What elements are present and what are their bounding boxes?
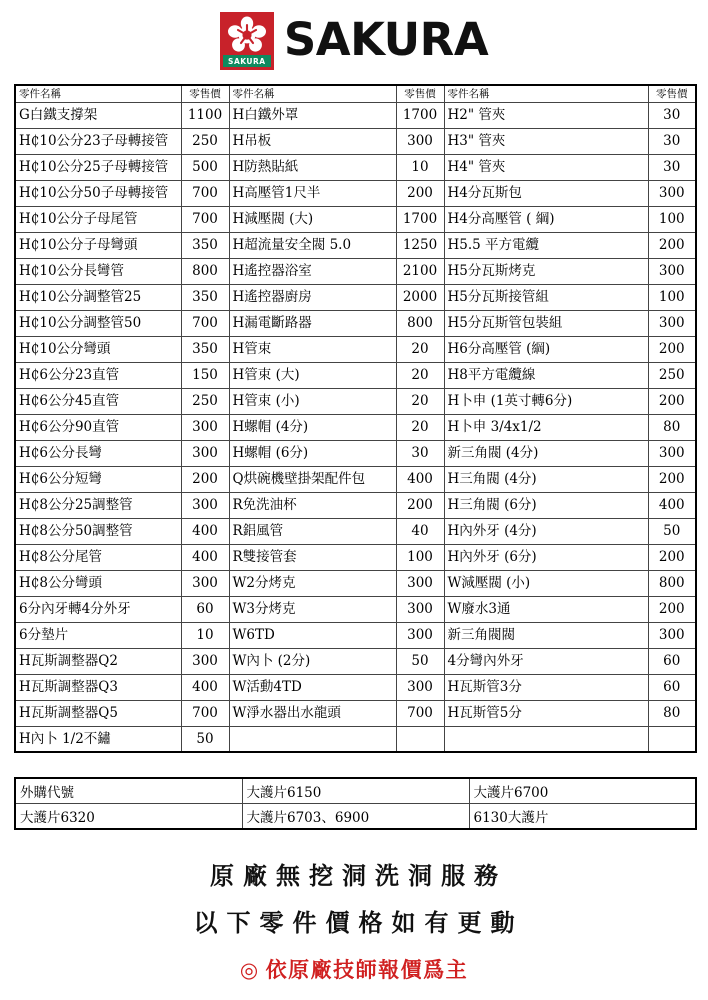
part-price-cell: 300 <box>396 622 444 648</box>
parts-table-wrapper <box>14 84 696 753</box>
part-price-cell: 80 <box>648 414 696 440</box>
part-price-cell: 200 <box>648 596 696 622</box>
part-name-cell: H₵6公分23直管 <box>15 362 181 388</box>
part-price-cell: 10 <box>181 622 229 648</box>
table-row <box>15 414 696 440</box>
part-name-cell: H瓦斯調整器Q3 <box>15 674 181 700</box>
part-name-cell: W淨水器出水龍頭 <box>229 700 396 726</box>
part-price-cell: 2000 <box>396 284 444 310</box>
extra-table-cell: 外購代號 <box>15 778 242 804</box>
part-name-cell: 4分彎內外牙 <box>444 648 648 674</box>
part-price-cell: 50 <box>181 726 229 752</box>
part-price-cell: 300 <box>396 128 444 154</box>
part-name-cell: H管束 (小) <box>229 388 396 414</box>
part-price-cell: 20 <box>396 414 444 440</box>
table-row <box>15 726 696 752</box>
table-row <box>15 284 696 310</box>
part-name-cell: R鋁風管 <box>229 518 396 544</box>
part-name-cell <box>444 726 648 752</box>
part-name-cell: H5分瓦斯接管組 <box>444 284 648 310</box>
part-price-cell: 150 <box>181 362 229 388</box>
part-price-cell: 300 <box>648 440 696 466</box>
part-name-cell: H白鐵外罩 <box>229 102 396 128</box>
extra-table-cell: 大護片6700 <box>469 778 696 804</box>
part-name-cell: H5分瓦斯烤克 <box>444 258 648 284</box>
header-cell-price-2: 零售價 <box>396 85 444 102</box>
part-name-cell: H2" 管夾 <box>444 102 648 128</box>
part-name-cell: H₵8公分25調整管 <box>15 492 181 518</box>
brand-wordmark: SAKURA <box>283 12 489 66</box>
table-row <box>15 492 696 518</box>
part-price-cell: 1700 <box>396 102 444 128</box>
part-price-cell: 100 <box>396 544 444 570</box>
part-price-cell: 400 <box>648 492 696 518</box>
part-price-cell: 400 <box>181 544 229 570</box>
part-name-cell: H三角閥 (4分) <box>444 466 648 492</box>
part-price-cell: 350 <box>181 232 229 258</box>
part-name-cell: H減壓閥 (大) <box>229 206 396 232</box>
part-price-cell: 2100 <box>396 258 444 284</box>
part-price-cell: 800 <box>396 310 444 336</box>
table-row <box>15 518 696 544</box>
part-name-cell: W廢水3通 <box>444 596 648 622</box>
extra-table-row <box>15 804 696 830</box>
part-name-cell: H瓦斯管5分 <box>444 700 648 726</box>
part-name-cell: H₵10公分子母尾管 <box>15 206 181 232</box>
part-price-cell: 200 <box>396 180 444 206</box>
part-price-cell: 100 <box>648 206 696 232</box>
part-price-cell: 20 <box>396 362 444 388</box>
part-price-cell: 250 <box>181 128 229 154</box>
part-name-cell: H漏電斷路器 <box>229 310 396 336</box>
part-name-cell: H遙控器浴室 <box>229 258 396 284</box>
part-name-cell: H₵6公分短彎 <box>15 466 181 492</box>
part-name-cell: H瓦斯調整器Q5 <box>15 700 181 726</box>
header-cell-price-1: 零售價 <box>181 85 229 102</box>
part-name-cell: H遙控器廚房 <box>229 284 396 310</box>
part-name-cell: G白鐵支撐架 <box>15 102 181 128</box>
part-name-cell: H瓦斯調整器Q2 <box>15 648 181 674</box>
brand-header <box>0 0 708 78</box>
header-cell-name-1: 零件名稱 <box>15 85 181 102</box>
part-name-cell: H₵10公分50子母轉接管 <box>15 180 181 206</box>
part-price-cell: 60 <box>648 674 696 700</box>
table-row <box>15 466 696 492</box>
part-name-cell: W減壓閥 (小) <box>444 570 648 596</box>
part-price-cell: 700 <box>181 206 229 232</box>
table-row <box>15 154 696 180</box>
part-name-cell: H卜申 (1英寸轉6分) <box>444 388 648 414</box>
table-row <box>15 102 696 128</box>
part-price-cell: 80 <box>648 700 696 726</box>
part-price-cell <box>396 726 444 752</box>
external-purchase-table <box>14 777 697 830</box>
part-name-cell: H超流量安全閥 5.0 <box>229 232 396 258</box>
part-name-cell: H₵8公分彎頭 <box>15 570 181 596</box>
part-name-cell <box>229 726 396 752</box>
table-row <box>15 622 696 648</box>
part-name-cell: W6TD <box>229 622 396 648</box>
footer-notices <box>0 856 708 984</box>
part-price-cell: 30 <box>396 440 444 466</box>
notice-line-3 <box>0 954 708 984</box>
part-price-cell <box>648 726 696 752</box>
part-name-cell: H₵6公分90直管 <box>15 414 181 440</box>
part-name-cell: H₵6公分長彎 <box>15 440 181 466</box>
part-name-cell: R雙接管套 <box>229 544 396 570</box>
header-cell-name-3: 零件名稱 <box>444 85 648 102</box>
part-price-cell: 300 <box>181 440 229 466</box>
part-price-cell: 30 <box>648 154 696 180</box>
part-name-cell: H內卜 1/2不鏽 <box>15 726 181 752</box>
part-price-cell: 200 <box>648 336 696 362</box>
part-name-cell: H管束 <box>229 336 396 362</box>
part-name-cell: H瓦斯管3分 <box>444 674 648 700</box>
part-name-cell: H內外牙 (4分) <box>444 518 648 544</box>
part-price-cell: 300 <box>181 648 229 674</box>
part-price-cell: 10 <box>396 154 444 180</box>
part-price-cell: 350 <box>181 336 229 362</box>
part-price-cell: 300 <box>396 674 444 700</box>
table-row <box>15 388 696 414</box>
part-price-cell: 20 <box>396 336 444 362</box>
extra-table-cell: 大護片6150 <box>242 778 469 804</box>
table-row <box>15 180 696 206</box>
part-price-cell: 300 <box>648 180 696 206</box>
part-price-cell: 200 <box>648 544 696 570</box>
part-name-cell: H6分高壓管 (綱) <box>444 336 648 362</box>
part-name-cell: 6分內牙轉4分外牙 <box>15 596 181 622</box>
table-row <box>15 544 696 570</box>
part-name-cell: W3分烤克 <box>229 596 396 622</box>
part-name-cell: H螺帽 (6分) <box>229 440 396 466</box>
table-row <box>15 700 696 726</box>
table-row <box>15 206 696 232</box>
part-price-cell: 1700 <box>396 206 444 232</box>
extra-table-row <box>15 778 696 804</box>
part-name-cell: H₵10公分23子母轉接管 <box>15 128 181 154</box>
part-name-cell: W活動4TD <box>229 674 396 700</box>
part-name-cell: H吊板 <box>229 128 396 154</box>
part-name-cell: H5.5 平方電纜 <box>444 232 648 258</box>
sakura-flower-icon <box>227 16 267 54</box>
part-name-cell: H₵10公分調整管50 <box>15 310 181 336</box>
part-name-cell: W內卜 (2分) <box>229 648 396 674</box>
part-price-cell: 50 <box>648 518 696 544</box>
part-price-cell: 100 <box>648 284 696 310</box>
notice-line-2: 以下零件價格如有更動 <box>193 909 524 937</box>
part-name-cell: R免洗油杯 <box>229 492 396 518</box>
table-row <box>15 310 696 336</box>
table-row <box>15 336 696 362</box>
header-cell-name-2: 零件名稱 <box>229 85 396 102</box>
part-price-cell: 400 <box>396 466 444 492</box>
part-price-cell: 300 <box>181 492 229 518</box>
table-row <box>15 674 696 700</box>
part-price-cell: 800 <box>181 258 229 284</box>
part-price-cell: 250 <box>181 388 229 414</box>
part-name-cell: H卜申 3/4x1/2 <box>444 414 648 440</box>
part-name-cell: H管束 (大) <box>229 362 396 388</box>
part-name-cell: H4分瓦斯包 <box>444 180 648 206</box>
part-name-cell: Q烘碗機壁掛架配件包 <box>229 466 396 492</box>
part-price-cell: 20 <box>396 388 444 414</box>
part-price-cell: 700 <box>181 700 229 726</box>
part-price-cell: 200 <box>648 232 696 258</box>
part-price-cell: 1100 <box>181 102 229 128</box>
part-name-cell: 新三角閥閥 <box>444 622 648 648</box>
table-row <box>15 128 696 154</box>
table-row <box>15 570 696 596</box>
part-price-cell: 40 <box>396 518 444 544</box>
logo-badge: SAKURA <box>223 55 271 67</box>
part-name-cell: H5分瓦斯管包裝組 <box>444 310 648 336</box>
part-price-cell: 400 <box>181 518 229 544</box>
part-price-cell: 300 <box>181 414 229 440</box>
notice-line-1: 原廠無挖洞洗洞服務 <box>210 862 507 890</box>
part-price-cell: 300 <box>648 622 696 648</box>
part-price-cell: 800 <box>648 570 696 596</box>
part-price-cell: 200 <box>648 466 696 492</box>
part-price-cell: 300 <box>648 310 696 336</box>
part-name-cell: H3" 管夾 <box>444 128 648 154</box>
table-row <box>15 648 696 674</box>
extra-table-wrapper <box>14 777 696 830</box>
part-price-cell: 300 <box>396 596 444 622</box>
parts-price-table <box>14 84 697 753</box>
table-row <box>15 440 696 466</box>
part-price-cell: 700 <box>181 310 229 336</box>
table-row <box>15 258 696 284</box>
part-price-cell: 60 <box>181 596 229 622</box>
part-name-cell: H高壓管1尺半 <box>229 180 396 206</box>
extra-table-cell: 6130大護片 <box>469 804 696 830</box>
part-price-cell: 200 <box>181 466 229 492</box>
part-price-cell: 200 <box>648 388 696 414</box>
part-name-cell: H4" 管夾 <box>444 154 648 180</box>
part-price-cell: 700 <box>396 700 444 726</box>
part-price-cell: 1250 <box>396 232 444 258</box>
header-cell-price-3: 零售價 <box>648 85 696 102</box>
part-price-cell: 30 <box>648 102 696 128</box>
notice-line-3-text: 依原廠技師報價爲主 <box>265 958 469 982</box>
part-price-cell: 400 <box>181 674 229 700</box>
part-price-cell: 300 <box>396 570 444 596</box>
part-price-cell: 50 <box>396 648 444 674</box>
part-price-cell: 30 <box>648 128 696 154</box>
extra-table-cell: 大護片6320 <box>15 804 242 830</box>
part-name-cell: H4分高壓管 ( 綱) <box>444 206 648 232</box>
bullseye-icon: ◎ <box>239 958 260 982</box>
part-name-cell: 新三角閥 (4分) <box>444 440 648 466</box>
part-name-cell: 6分墊片 <box>15 622 181 648</box>
part-name-cell: H₵10公分長彎管 <box>15 258 181 284</box>
part-name-cell: H₵10公分彎頭 <box>15 336 181 362</box>
part-price-cell: 300 <box>181 570 229 596</box>
table-row <box>15 232 696 258</box>
part-name-cell: H防熱貼紙 <box>229 154 396 180</box>
table-row <box>15 362 696 388</box>
part-name-cell: H內外牙 (6分) <box>444 544 648 570</box>
part-name-cell: H₵8公分尾管 <box>15 544 181 570</box>
part-name-cell: H螺帽 (4分) <box>229 414 396 440</box>
part-price-cell: 60 <box>648 648 696 674</box>
extra-table-cell: 大護片6703、6900 <box>242 804 469 830</box>
part-price-cell: 500 <box>181 154 229 180</box>
part-name-cell: H8平方電纜線 <box>444 362 648 388</box>
part-name-cell: W2分烤克 <box>229 570 396 596</box>
part-price-cell: 250 <box>648 362 696 388</box>
table-row <box>15 596 696 622</box>
part-name-cell: H₵6公分45直管 <box>15 388 181 414</box>
part-price-cell: 350 <box>181 284 229 310</box>
part-name-cell: H三角閥 (6分) <box>444 492 648 518</box>
part-name-cell: H₵10公分25子母轉接管 <box>15 154 181 180</box>
part-name-cell: H₵8公分50調整管 <box>15 518 181 544</box>
part-name-cell: H₵10公分調整管25 <box>15 284 181 310</box>
table-header-row <box>15 85 696 102</box>
sakura-logo-mark <box>220 12 274 70</box>
part-price-cell: 700 <box>181 180 229 206</box>
part-price-cell: 300 <box>648 258 696 284</box>
part-name-cell: H₵10公分子母彎頭 <box>15 232 181 258</box>
part-price-cell: 200 <box>396 492 444 518</box>
